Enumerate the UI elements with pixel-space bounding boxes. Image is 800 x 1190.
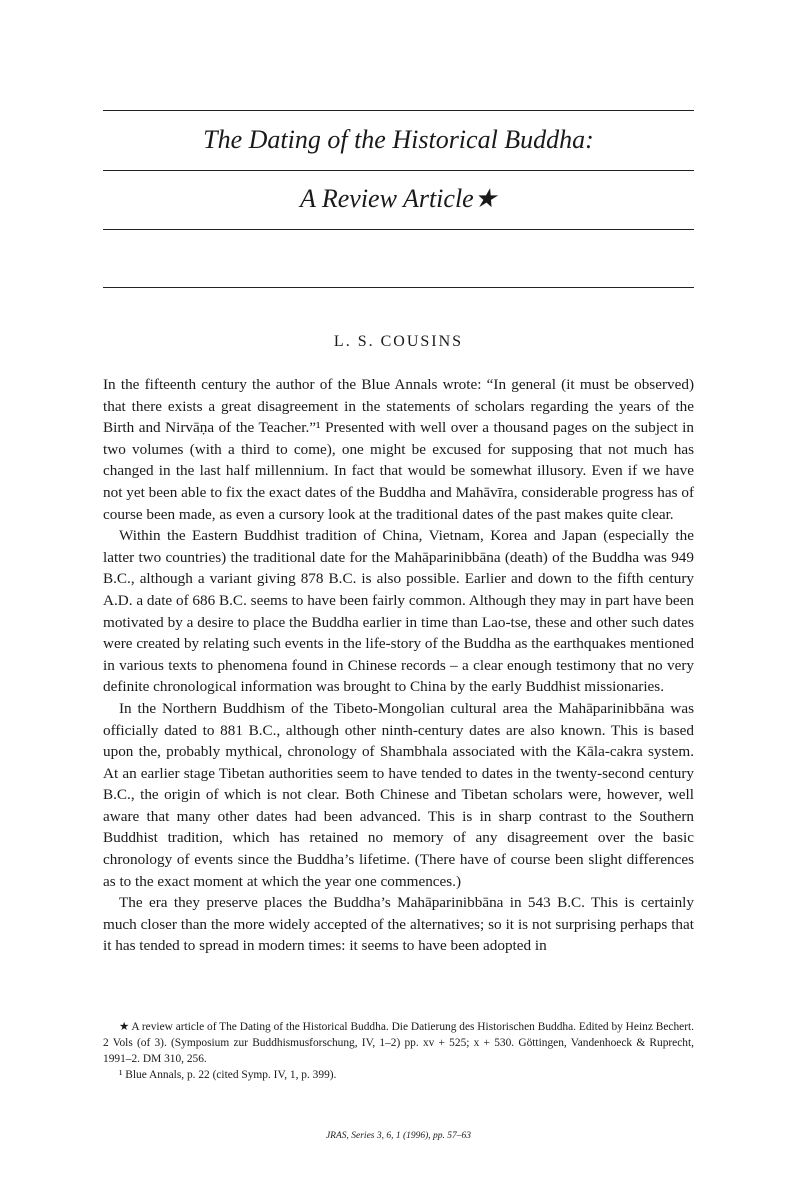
article-body [103, 374, 694, 957]
paragraph-3: In the Northern Buddhism of the Tibeto-Mongolian cultural area the Mahāparinibbāna was officially dated to 881 B.C., although other ninth-century dates are also known. This is based upon the, probably mythical, chronology of Shambhala associated with the Kāla-cakra system. At an earlier stage Tibetan authorities seem to have tended to dates in the twenty-second century B.C., the origin of which is not clear. Both Chinese and Tibetan scholars were, however, well aware that many other dates had been advanced. This is in sharp contrast to the Southern Buddhist tradition, which has retained no memory of any disagreement over the basic chronology of events since the Buddha’s lifetime. (There have of course been slight differences as to the exact moment at which the year one commences.) [103, 699, 694, 890]
paragraph-4: The era they preserve places the Buddha’s Mahāparinibbāna in 543 B.C. This is certainly much closer than the more widely accepted of the alternatives; so it is not surprising perhaps that it has tended to spread in modern times: it seems to have been adopted in [103, 894, 694, 955]
title-bottom-rule [103, 229, 694, 230]
header-end-rule [103, 287, 694, 288]
author-name: L. S. COUSINS [333, 333, 464, 350]
paragraph-2: Within the Eastern Buddhist tradition of China, Vietnam, Korea and Japan (especially the latter two countries) the traditional date for the Mahāparinibbāna (death) of the Buddha was 949 B.C., although a variant giving 878 B.C. is also possible. Earlier and down to the fifth century A.D. a date of 686 B.C. seems to have been fairly common. Although they may in part have been motivated by a desire to place the Buddha earlier in time than Lao-tse, these and other such dates were created by relating such events in the life-story of the Buddha as the earthquakes mentioned in various texts to phenomena found in Chinese records – a clear enough testimony that no very definite chronological information was brought to China by the early Buddhist missionaries. [103, 527, 694, 696]
title-line-2: A Review Article★ [299, 184, 498, 213]
paragraph-1: In the fifteenth century the author of the Blue Annals wrote: “In general (it must be observed) that there exists a great disagreement in the statements of scholars regarding the years of the Birth and Nirvāṇa of the Teacher.”¹ Presented with well over a thousand pages on the subject in two volumes (with a third to come), one might be excused for supposing that not much has changed in the last half millennium. In fact that would be somewhat illusory. Even if we have not yet been able to fix the exact dates of the Buddha and Mahāvīra, considerable progress has of course been made, as even a cursory look at the traditional dates of the past makes quite clear. [103, 376, 694, 523]
footnote-star: ★ A review article of The Dating of the Historical Buddha. Die Datierung des Historischen Buddha. Edited by Heinz Bechert. 2 Vols (of 3). (Symposium zur Buddhismusforschung, IV, 1–2) pp. xv + 525; x + 530. Göttingen, Vandenhoeck & Ruprecht, 1991–2. DM 310, 256. [103, 1021, 694, 1065]
top-rule [103, 110, 694, 111]
title-line-1: The Dating of the Historical Buddha: [203, 125, 594, 154]
journal-citation: JRAS, Series 3, 6, 1 (1996), pp. 57–63 [325, 1131, 472, 1141]
footnote-1: ¹ Blue Annals, p. 22 (cited Symp. IV, 1, p. 399). [119, 1069, 337, 1081]
footnotes [103, 1019, 694, 1083]
title-divider-rule [103, 170, 694, 171]
